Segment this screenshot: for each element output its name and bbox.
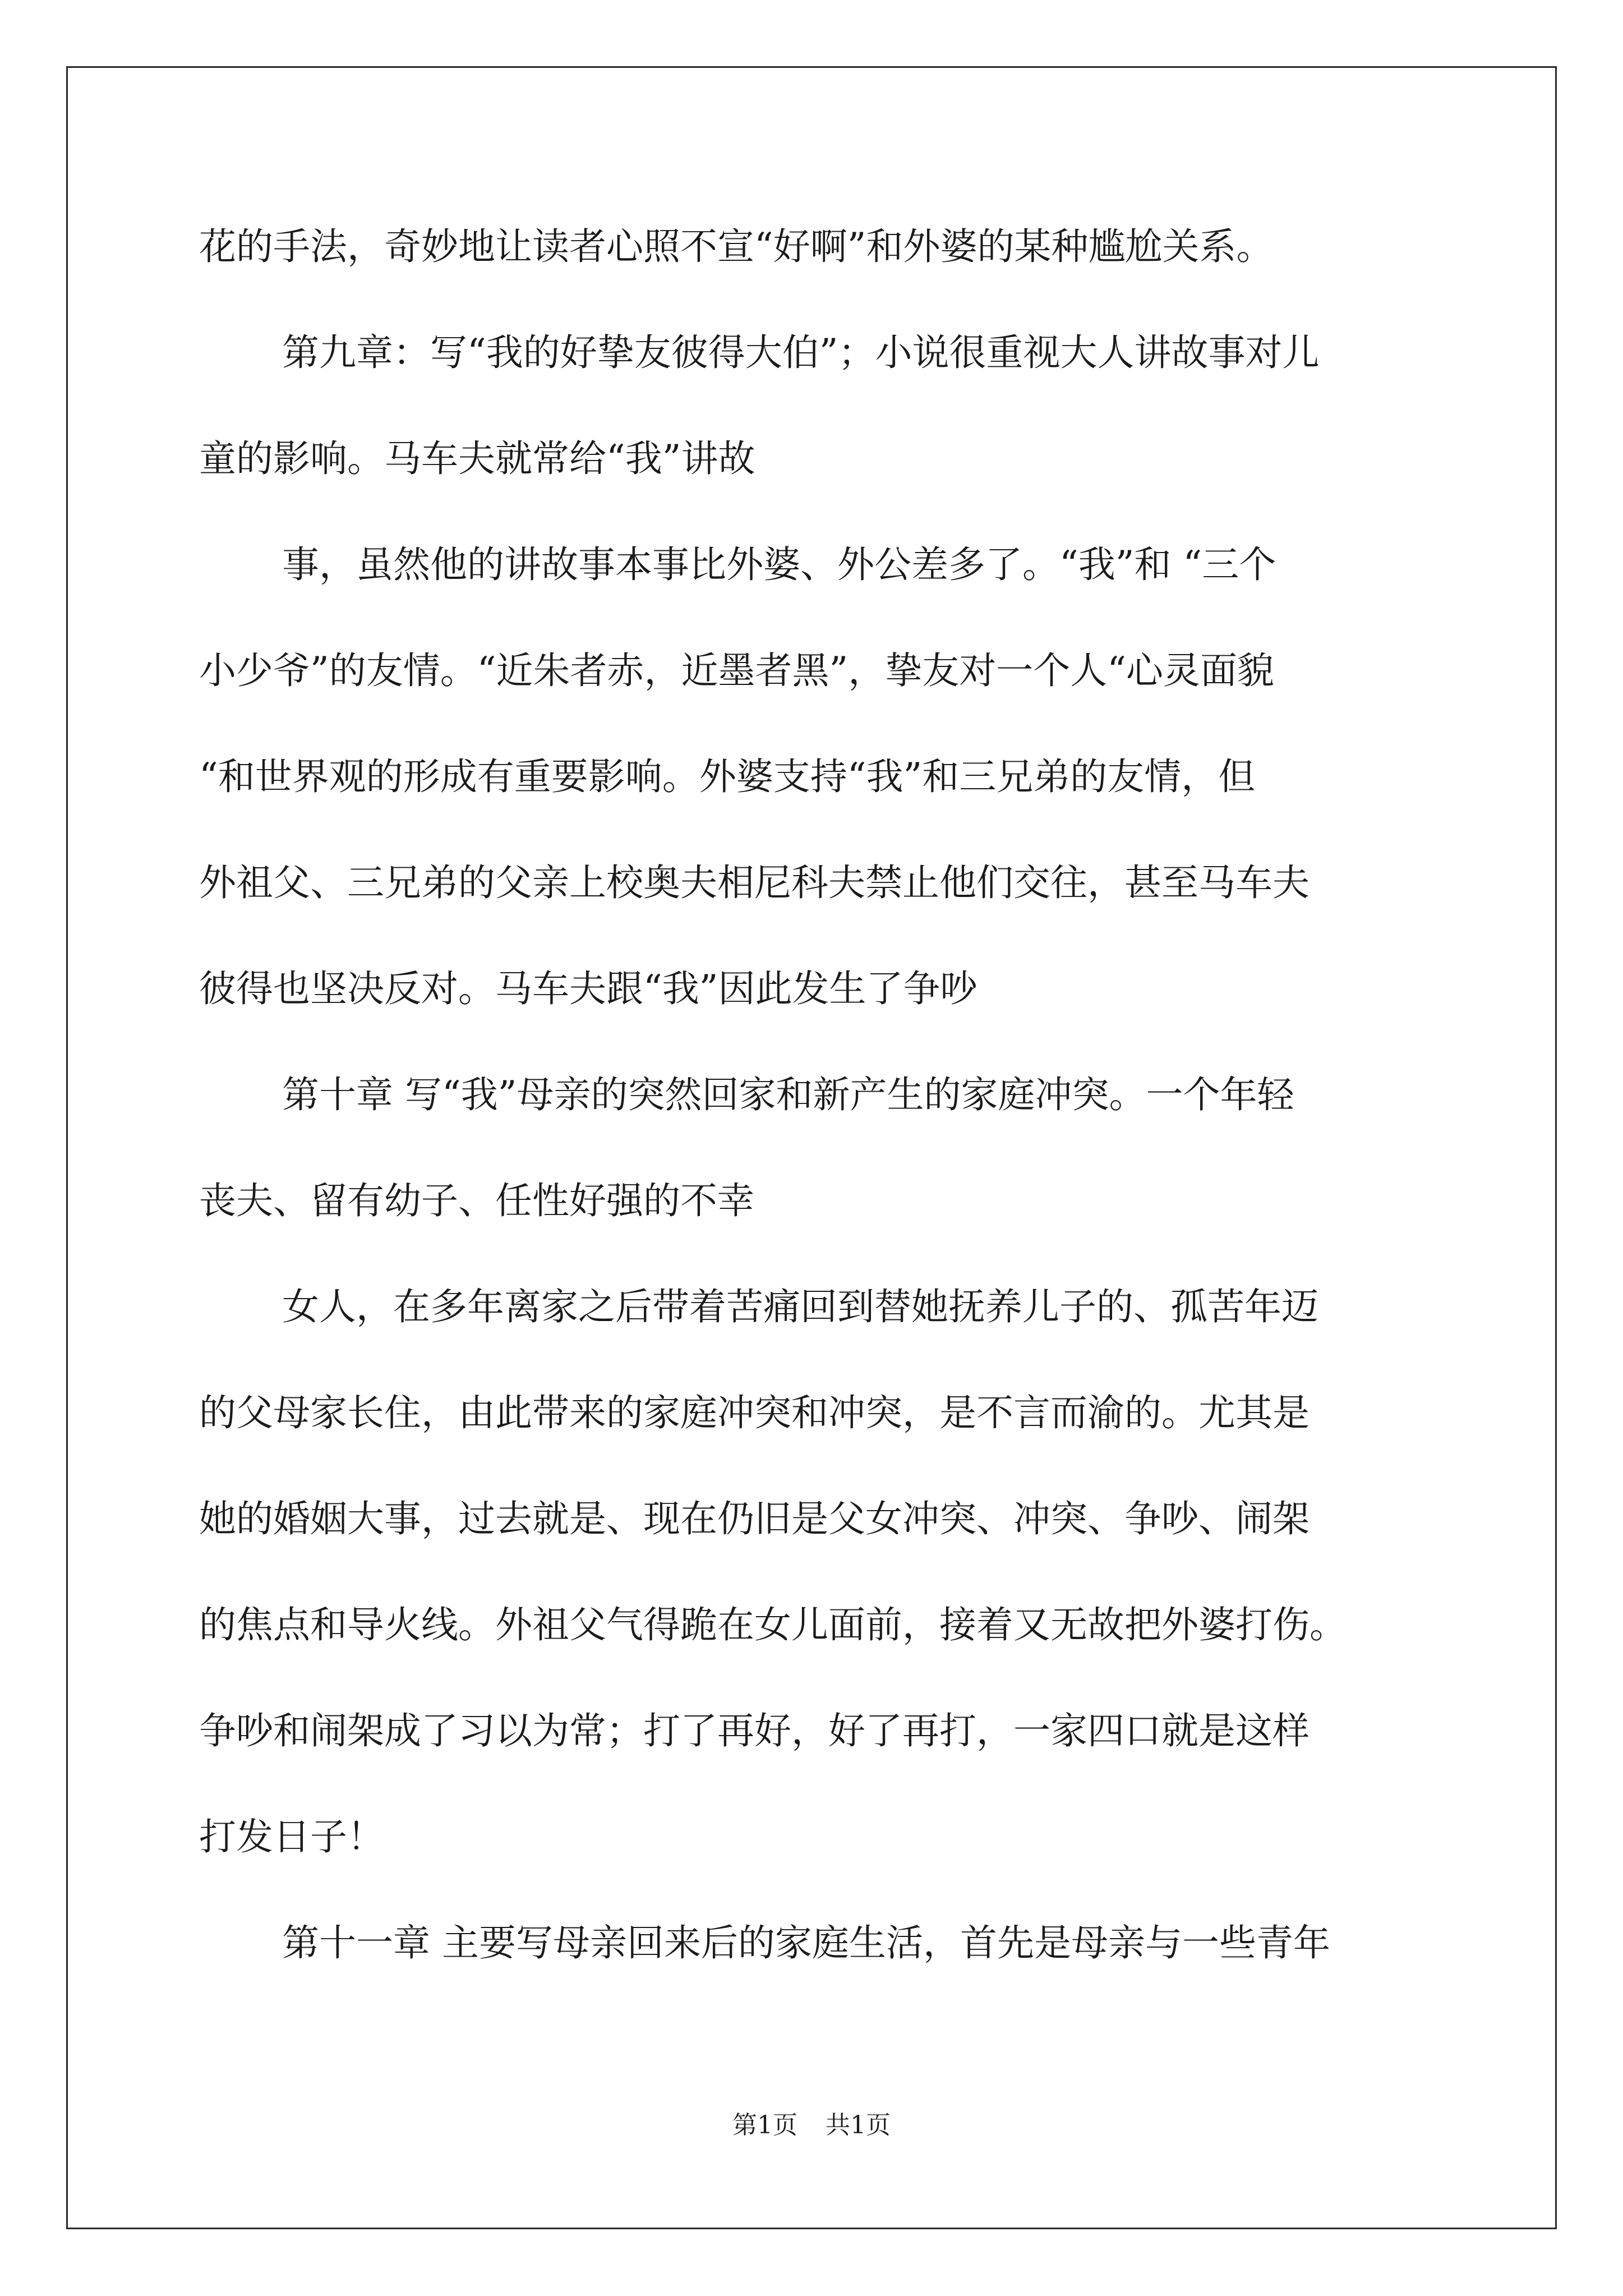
- text-line: 第九章：写“我的好挚友彼得大伯”；小说很重视大人讲故事对儿: [282, 331, 1320, 374]
- text-line: 第十一章 主要写母亲回来后的家庭生活，首先是母亲与一些青年: [282, 1921, 1330, 1964]
- text-line: 丧夫、留有幼子、任性好强的不幸: [199, 1179, 754, 1222]
- text-line: 外祖父、三兄弟的父亲上校奥夫相尼科夫禁止他们交往，甚至马车夫: [199, 861, 1310, 904]
- page-total: 共1页: [826, 2111, 891, 2139]
- text-line: 第十章 写“我”母亲的突然回家和新产生的家庭冲突。一个年轻: [282, 1073, 1294, 1116]
- text-line: 的父母家长住，由此带来的家庭冲突和冲突，是不言而渝的。尤其是: [199, 1391, 1310, 1434]
- text-line: “和世界观的形成有重要影响。外婆支持“我”和三兄弟的友情，但: [199, 755, 1256, 798]
- text-line: 争吵和闹架成了习以为常；打了再好，好了再打，一家四口就是这样: [199, 1709, 1310, 1752]
- text-line: 彼得也坚决反对。马车夫跟“我”因此发生了争吵: [199, 967, 978, 1010]
- text-line: 打发日子！: [199, 1815, 384, 1858]
- text-line: 她的婚姻大事，过去就是、现在仍旧是父女冲突、冲突、争吵、闹架: [199, 1497, 1310, 1540]
- text-line: 花的手法，奇妙地让读者心照不宣“好啊”和外婆的某种尴尬关系。: [199, 225, 1274, 268]
- text-line: 小少爷”的友情。“近朱者赤，近墨者黑”，挚友对一个人“心灵面貌: [199, 649, 1274, 692]
- text-line: 女人，在多年离家之后带着苦痛回到替她抚养儿子的、孤苦年迈: [282, 1285, 1318, 1328]
- text-line: 的焦点和导火线。外祖父气得跪在女儿面前，接着又无故把外婆打伤。: [199, 1603, 1347, 1646]
- text-line: 事，虽然他的讲故事本事比外婆、外公差多了。“我”和 “三个: [282, 543, 1276, 586]
- page-footer: [0, 2105, 1623, 2141]
- document-body: [199, 194, 1433, 1996]
- text-line: 童的影响。马车夫就常给“我”讲故: [199, 437, 755, 480]
- page-number: 第1页: [732, 2111, 797, 2139]
